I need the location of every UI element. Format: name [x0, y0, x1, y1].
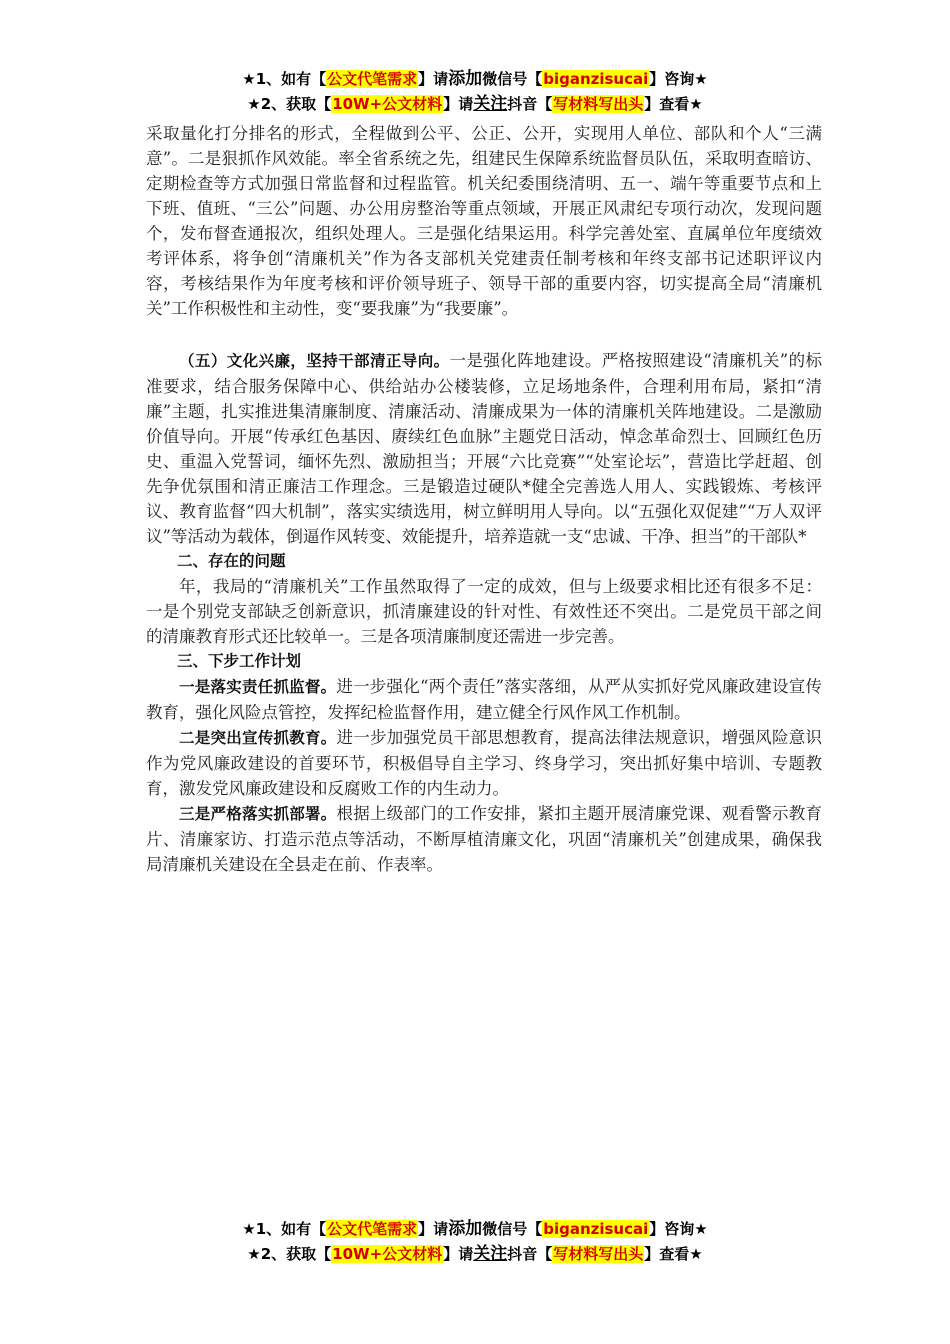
paragraph-lead: 二是突出宣传抓教育。 [179, 729, 337, 747]
paragraph: 年，我局的“清廉机关”工作虽然取得了一定的成效，但与上级要求相比还有很多不足：一是个别党支部缺乏创新意识，抓清廉建设的针对性、有效性还不突出。二是党员干部之间的清廉教育形式还比较单一。三是各项清廉制度还需进一步完善。 [146, 577, 822, 646]
highlight-service: 公文代笔需求 [327, 70, 418, 88]
document-body [146, 121, 822, 877]
footer-banner [0, 1217, 950, 1267]
paragraph: 三是严格落实抓部署。根据上级部门的工作安排，紧扣主题开展清廉党课、观看警示教育片、清廉家访、打造示范点等活动，不断厚植清廉文化，巩固“清廉机关”创建成果，确保我局清廉机关建设在全县走在前、作表率。 [146, 804, 822, 874]
section-heading: 三、下步工作计划 [177, 652, 302, 670]
paragraph: （五）文化兴廉，坚持干部清正导向。一是强化阵地建设。严格按照建设“清廉机关”的标准要求，结合服务保障中心、供给站办公楼装修，立足场地条件，合理利用布局，紧扣“清廉”主题，扎实推进集清廉制度、清廉活动、清廉成果为一体的清廉机关阵地建设。二是激励价值导向。开展“传承红色基因、赓续红色血脉”主题党日活动，悼念革命烈士、回顾红色历史、重温入党誓词，缅怀先烈、激励担当；开展“六比竞赛”“处室论坛”，营造比学赶超、创先争优氛围和清正廉洁工作理念。三是锻造过硬队*健全完善选人用人、实践锻炼、考核评议、教育监督“四大机制”，落实实绩选用，树立鲜明用人导向。以“五强化双促建”“万人双评议”等活动为载体，倒逼作风转变、效能提升，培养造就一支“忠诚、干净、担当”的干部队* [146, 351, 822, 546]
banner-line-2: ★2、获取【10W+公文材料】请关注抖音【写材料写出头】查看★ [247, 1244, 703, 1264]
banner-line-1: ★1、如有【公文代笔需求】请添加微信号【biganzisucai】咨询★ [242, 69, 708, 89]
paragraph: 一是落实责任抓监督。进一步强化“两个责任”落实落细，从严从实抓好党风廉政建设宣传教育，强化风险点管控，发挥纪检监督作用，建立健全行风作风工作机制。 [146, 677, 822, 722]
highlight-materials: 10W+公文材料 [332, 95, 443, 113]
paragraph: 采取量化打分排名的形式，全程做到公平、公正、公开，实现用人单位、部队和个人“三满意”。二是狠抓作风效能。率全省系统之先，组建民生保障系统监督员队伍，采取明查暗访、定期检查等方式加强日常监督和过程监管。机关纪委围绕清明、五一、端午等重要节点和上下班、值班、“三公”问题、办公用房整治等重点领域，开展正风肃纪专项行动次，发现问题个，发布督查通报次，组织处理人。三是强化结果运用。科学完善处室、直属单位年度绩效考评体系，将争创“清廉机关”作为各支部机关党建责任制考核和年终支部书记述职评议内容，考核结果作为年度考核和评价领导班子、领导干部的重要内容，切实提高全局“清廉机关”工作积极性和主动性，变“要我廉”为“我要廉”。 [146, 124, 822, 318]
highlight-wechat-id: biganzisucai [543, 70, 649, 88]
banner-line-1: ★1、如有【公文代笔需求】请添加微信号【biganzisucai】咨询★ [242, 1219, 708, 1239]
highlight-wechat-id: biganzisucai [543, 1220, 649, 1238]
highlight-douyin: 写材料写出头 [553, 1245, 644, 1263]
highlight-materials: 10W+公文材料 [332, 1245, 443, 1263]
paragraph: 二是突出宣传抓教育。进一步加强党员干部思想教育，提高法律法规意识，增强风险意识作为党风廉政建设的首要环节，积极倡导自主学习、终身学习，突出抓好集中培训、专题教育，激发党风廉政建设和反腐败工作的内生动力。 [146, 728, 822, 798]
highlight-service: 公文代笔需求 [327, 1220, 418, 1238]
banner-line-2: ★2、获取【10W+公文材料】请关注抖音【写材料写出头】查看★ [247, 94, 703, 114]
header-banner [0, 67, 950, 117]
highlight-douyin: 写材料写出头 [553, 95, 644, 113]
paragraph-lead: 一是落实责任抓监督。 [179, 678, 337, 696]
paragraph-lead: 三是严格落实抓部署。 [179, 805, 337, 823]
paragraph-lead: （五）文化兴廉，坚持干部清正导向。 [179, 352, 450, 370]
section-heading: 二、存在的问题 [177, 552, 286, 570]
